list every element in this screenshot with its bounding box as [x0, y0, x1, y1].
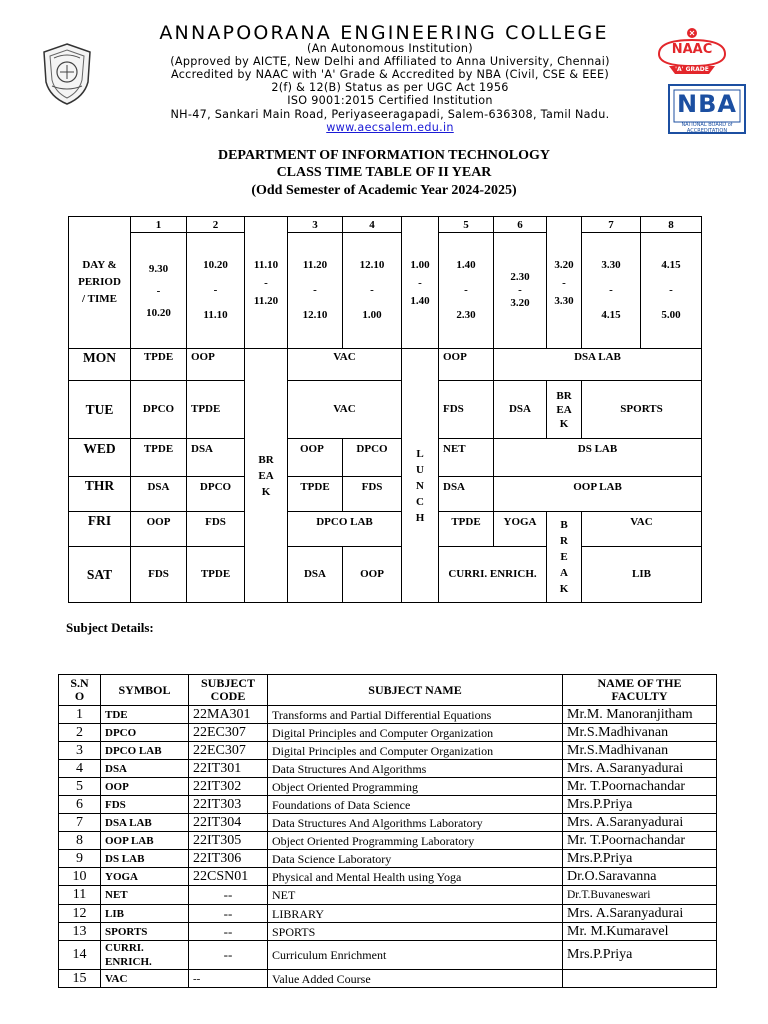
subject-symbol: SPORTS: [101, 923, 189, 941]
subject-sno: 10: [59, 868, 101, 886]
subject-name: Object Oriented Programming Laboratory: [268, 832, 563, 850]
timetable-cell: TPDE: [288, 477, 343, 512]
subject-sno: 11: [59, 886, 101, 905]
timetable-cell: FDS: [131, 547, 187, 603]
timetable-cell: DPCO LAB: [288, 512, 402, 547]
subject-code: 22IT305: [189, 832, 268, 850]
period-number: 3: [288, 217, 343, 233]
period-number: 5: [439, 217, 494, 233]
subject-symbol: FDS: [101, 796, 189, 814]
header-line-approval: (Approved by AICTE, New Delhi and Affiliated to Anna University, Chennai): [170, 55, 610, 68]
subject-row: [59, 742, 717, 760]
subject-code: --: [189, 905, 268, 923]
timetable-cell: FDS: [439, 381, 494, 439]
period-time: 4.15 - 5.00: [641, 233, 702, 349]
subject-sno: 5: [59, 778, 101, 796]
subject-symbol: LIB: [101, 905, 189, 923]
subject-faculty: Mr. M.Kumaravel: [563, 923, 717, 941]
timetable-cell: DSA: [494, 381, 547, 439]
timetable-cell: TPDE: [131, 439, 187, 477]
subject-details-label: Subject Details:: [66, 620, 154, 635]
period-time: 3.30 - 4.15: [582, 233, 641, 349]
timetable-cell: TPDE: [187, 547, 245, 603]
subject-code: 22IT303: [189, 796, 268, 814]
header-line-autonomous: (An Autonomous Institution): [307, 42, 473, 55]
column-header-symbol: SYMBOL: [101, 675, 189, 706]
subject-name: SPORTS: [268, 923, 563, 941]
timetable-cell: VAC: [288, 381, 402, 439]
timetable-cell: DS LAB: [494, 439, 702, 477]
timetable-cell: OOP LAB: [494, 477, 702, 512]
subject-faculty: Mrs. A.Saranyadurai: [563, 760, 717, 778]
day-label: FRI: [69, 512, 131, 547]
subject-row: [59, 814, 717, 832]
subject-sno: 4: [59, 760, 101, 778]
subject-name: Object Oriented Programming: [268, 778, 563, 796]
subject-faculty: Mr.M. Manoranjitham: [563, 706, 717, 724]
timetable-cell: DPCO: [187, 477, 245, 512]
timetable-cell: YOGA: [494, 512, 547, 547]
semester-title: (Odd Semester of Academic Year 2024-2025): [251, 183, 517, 198]
subject-faculty: Mrs. A.Saranyadurai: [563, 814, 717, 832]
naac-grade-text: 'A' GRADE: [675, 66, 709, 73]
subject-symbol: DSA: [101, 760, 189, 778]
nba-logo-subtext: NATIONAL BOARD of ACCREDITATION: [681, 122, 733, 134]
subject-sno: 1: [59, 706, 101, 724]
subject-row: [59, 905, 717, 923]
timetable-cell: OOP: [288, 439, 343, 477]
subject-code: 22IT304: [189, 814, 268, 832]
day-label: TUE: [69, 381, 131, 439]
subject-sno: 3: [59, 742, 101, 760]
subject-name: Digital Principles and Computer Organization: [268, 724, 563, 742]
subject-faculty: Dr.T.Buvaneswari: [563, 886, 717, 905]
naac-logo-text: NAAC: [671, 42, 713, 57]
subject-code: 22IT301: [189, 760, 268, 778]
subject-faculty: Mr. T.Poornachandar: [563, 832, 717, 850]
subject-faculty: Mr. T.Poornachandar: [563, 778, 717, 796]
subject-code: 22CSN01: [189, 868, 268, 886]
naac-logo: [647, 26, 737, 78]
timetable-cell: DSA: [288, 547, 343, 603]
subject-code: 22MA301: [189, 706, 268, 724]
subject-code: 22EC307: [189, 742, 268, 760]
subject-name: NET: [268, 886, 563, 905]
afternoon-break-cell: BR EA K: [547, 381, 582, 439]
subject-name: Value Added Course: [268, 970, 563, 988]
timetable-cell: TPDE: [187, 381, 245, 439]
subject-row: [59, 868, 717, 886]
subject-code: 22EC307: [189, 724, 268, 742]
period-time: 11.20 - 12.10: [288, 233, 343, 349]
subject-symbol: OOP: [101, 778, 189, 796]
period-number: 8: [641, 217, 702, 233]
subject-symbol: DSA LAB: [101, 814, 189, 832]
subject-faculty: Mrs.P.Priya: [563, 796, 717, 814]
column-header-name: SUBJECT NAME: [268, 675, 563, 706]
timetable-cell: OOP: [343, 547, 402, 603]
subject-sno: 14: [59, 941, 101, 970]
subject-code: --: [189, 886, 268, 905]
website-link[interactable]: www.aecsalem.edu.in: [326, 121, 454, 134]
timetable-cell: VAC: [288, 349, 402, 381]
period-time: 2.30 - 3.20: [494, 233, 547, 349]
subject-name: Data Structures And Algorithms: [268, 760, 563, 778]
timetable-cell: DPCO: [343, 439, 402, 477]
subject-details-table: [58, 674, 717, 988]
period-time: 1.40 - 2.30: [439, 233, 494, 349]
subject-name: Foundations of Data Science: [268, 796, 563, 814]
timetable-cell: CURRI. ENRICH.: [439, 547, 547, 603]
subject-symbol: CURRI. ENRICH.: [101, 941, 189, 970]
department-title: DEPARTMENT OF INFORMATION TECHNOLOGY: [217, 148, 551, 163]
subject-symbol: DPCO: [101, 724, 189, 742]
period-time: 9.30 - 10.20: [131, 233, 187, 349]
subject-sno: 7: [59, 814, 101, 832]
subject-sno: 9: [59, 850, 101, 868]
header-line-ugc: 2(f) & 12(B) Status as per UGC Act 1956: [271, 81, 509, 94]
subject-sno: 12: [59, 905, 101, 923]
subject-symbol: DS LAB: [101, 850, 189, 868]
subject-sno: 2: [59, 724, 101, 742]
college-emblem-icon: [40, 42, 94, 106]
period-time: 10.20 - 11.10: [187, 233, 245, 349]
subject-faculty: Mrs.P.Priya: [563, 850, 717, 868]
subject-code: --: [189, 941, 268, 970]
subject-row: [59, 724, 717, 742]
day-label: THR: [69, 477, 131, 512]
timetable-title: CLASS TIME TABLE OF II YEAR: [276, 165, 492, 180]
period-number: 7: [582, 217, 641, 233]
period-number: 6: [494, 217, 547, 233]
college-name: ANNAPOORANA ENGINEERING COLLEGE: [159, 22, 609, 44]
timetable-cell: LIB: [582, 547, 702, 603]
subject-row: [59, 760, 717, 778]
period-number: 1: [131, 217, 187, 233]
timetable-cell: NET: [439, 439, 494, 477]
subject-row: [59, 970, 717, 988]
timetable-cell: DSA: [439, 477, 494, 512]
subject-faculty: Mr.S.Madhivanan: [563, 724, 717, 742]
subject-code: 22IT306: [189, 850, 268, 868]
column-header-faculty: NAME OF THE FACULTY: [563, 675, 717, 706]
timetable-cell: DSA: [187, 439, 245, 477]
timetable-cell: VAC: [582, 512, 702, 547]
subject-name: LIBRARY: [268, 905, 563, 923]
subject-symbol: NET: [101, 886, 189, 905]
timetable-cell: DSA: [131, 477, 187, 512]
timetable-cell: OOP: [187, 349, 245, 381]
lunch-column: L U N C H: [402, 349, 439, 603]
subject-faculty: Mrs. A.Saranyadurai: [563, 905, 717, 923]
break-time-header: 11.10 - 11.20: [245, 217, 288, 349]
subject-code: --: [189, 970, 268, 988]
day-label: SAT: [69, 547, 131, 603]
subject-sno: 8: [59, 832, 101, 850]
break-column: BR EA K: [245, 349, 288, 603]
timetable-cell: FDS: [187, 512, 245, 547]
subject-faculty: Dr.O.Saravanna: [563, 868, 717, 886]
subject-row: [59, 778, 717, 796]
subject-faculty: Mrs.P.Priya: [563, 941, 717, 970]
subject-row: [59, 886, 717, 905]
subject-row: [59, 832, 717, 850]
subject-name: Physical and Mental Health using Yoga: [268, 868, 563, 886]
subject-sno: 6: [59, 796, 101, 814]
timetable-cell: SPORTS: [582, 381, 702, 439]
period-time: 12.10 - 1.00: [343, 233, 402, 349]
subject-row: [59, 706, 717, 724]
subject-faculty: [563, 970, 717, 988]
subject-symbol: TDE: [101, 706, 189, 724]
subject-row: [59, 923, 717, 941]
class-timetable: [68, 216, 702, 603]
subject-name: Curriculum Enrichment: [268, 941, 563, 970]
period-number: 2: [187, 217, 245, 233]
day-period-header: DAY & PERIOD / TIME: [69, 217, 131, 349]
subject-sno: 13: [59, 923, 101, 941]
subject-code: 22IT302: [189, 778, 268, 796]
subject-row: [59, 850, 717, 868]
timetable-cell: OOP: [439, 349, 494, 381]
day-label: MON: [69, 349, 131, 381]
nba-logo: [668, 84, 746, 134]
timetable-cell: OOP: [131, 512, 187, 547]
break-time-header-2: 3.20 - 3.30: [547, 217, 582, 349]
subject-name: Digital Principles and Computer Organization: [268, 742, 563, 760]
header-line-accreditation: Accredited by NAAC with 'A' Grade & Accredited by NBA (Civil, CSE & EEE): [170, 68, 610, 81]
header-line-iso: ISO 9001:2015 Certified Institution: [287, 94, 493, 107]
lunch-time-header: 1.00 - 1.40: [402, 217, 439, 349]
subject-name: Transforms and Partial Differential Equations: [268, 706, 563, 724]
subject-code: --: [189, 923, 268, 941]
day-label: WED: [69, 439, 131, 477]
subject-faculty: Mr.S.Madhivanan: [563, 742, 717, 760]
timetable-cell: TPDE: [131, 349, 187, 381]
subject-symbol: YOGA: [101, 868, 189, 886]
timetable-cell: FDS: [343, 477, 402, 512]
column-header-code: SUBJECT CODE: [189, 675, 268, 706]
column-header-sno: S.N O: [59, 675, 101, 706]
subject-symbol: VAC: [101, 970, 189, 988]
timetable-cell: DSA LAB: [494, 349, 702, 381]
subject-name: Data Science Laboratory: [268, 850, 563, 868]
period-number: 4: [343, 217, 402, 233]
subject-symbol: OOP LAB: [101, 832, 189, 850]
subject-row: [59, 796, 717, 814]
afternoon-break-cell: B R E A K: [547, 512, 582, 603]
timetable-cell: TPDE: [439, 512, 494, 547]
nba-logo-text: NBA: [677, 90, 737, 118]
timetable-cell: DPCO: [131, 381, 187, 439]
subject-name: Data Structures And Algorithms Laboratory: [268, 814, 563, 832]
subject-row: [59, 941, 717, 970]
subject-symbol: DPCO LAB: [101, 742, 189, 760]
header-line-address: NH-47, Sankari Main Road, Periyaseeragapadi, Salem-636308, Tamil Nadu.: [170, 108, 610, 121]
subject-sno: 15: [59, 970, 101, 988]
